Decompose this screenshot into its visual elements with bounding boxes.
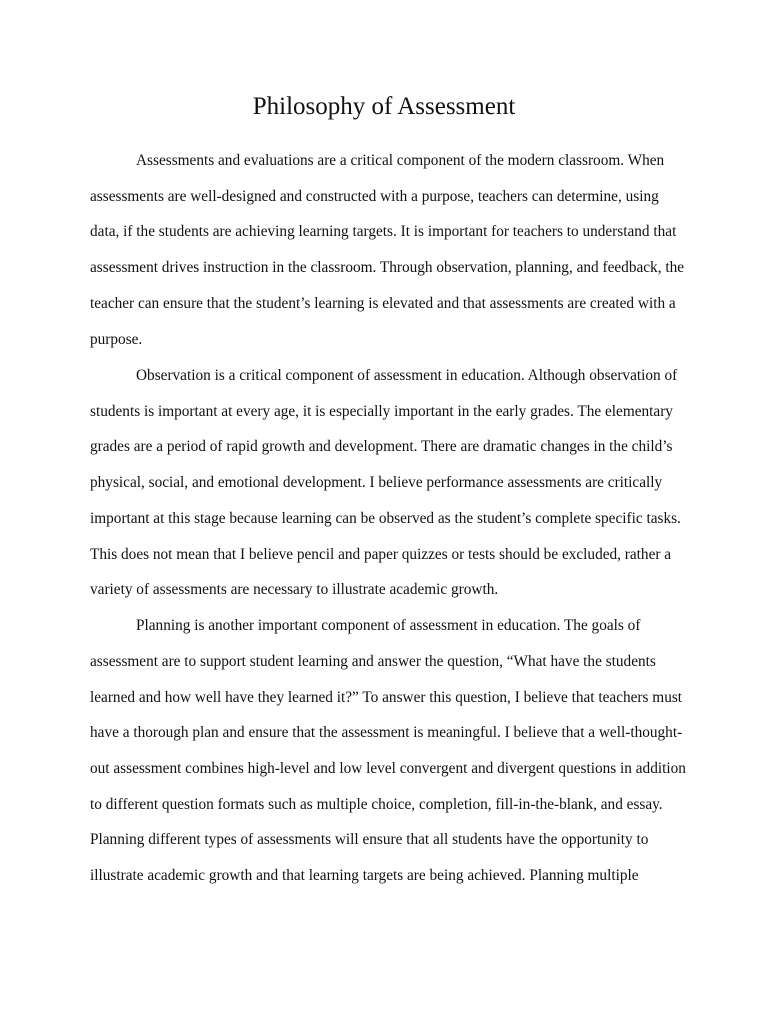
paragraph-1-line-6: purpose. <box>90 331 143 348</box>
paragraph-3-line-3: learned and how well have they learned it?” To answer this question, I believe that teachers must <box>90 689 683 706</box>
paragraph-1-line-2: assessments are well-designed and constructed with a purpose, teachers can determine, using <box>90 188 659 205</box>
paragraph-2-line-2: students is important at every age, it is especially important in the early grades. The elementary <box>90 403 673 420</box>
paragraph-2-line-6: This does not mean that I believe pencil and paper quizzes or tests should be excluded, rather a <box>90 546 672 563</box>
paragraph-2-line-3: grades are a period of rapid growth and development. There are dramatic changes in the child’s <box>90 438 673 455</box>
paragraph-1-line-1: Assessments and evaluations are a critical component of the modern classroom. When <box>136 152 665 169</box>
paragraph-3-line-5: out assessment combines high-level and low level convergent and divergent questions in addition <box>90 760 686 777</box>
paragraph-1-line-3: data, if the students are achieving learning targets. It is important for teachers to understand that <box>90 223 677 240</box>
paragraph-3-line-2: assessment are to support student learning and answer the question, “What have the students <box>90 653 656 670</box>
page-title: Philosophy of Assessment <box>252 93 516 120</box>
paragraph-1-line-5: teacher can ensure that the student’s learning is elevated and that assessments are created with a <box>90 295 676 312</box>
paragraph-3-line-4: have a thorough plan and ensure that the assessment is meaningful. I believe that a well-thought- <box>90 724 683 741</box>
paragraph-2-line-4: physical, social, and emotional development. I believe performance assessments are critically <box>90 474 663 491</box>
paragraph-3-line-7: Planning different types of assessments will ensure that all students have the opportunity to <box>90 831 649 848</box>
paragraph-3-line-1: Planning is another important component of assessment in education. The goals of <box>136 617 641 634</box>
paragraph-2-line-5: important at this stage because learning can be observed as the student’s complete specific tasks. <box>90 510 681 527</box>
paragraph-3-line-8: illustrate academic growth and that learning targets are being achieved. Planning multiple <box>90 867 639 884</box>
paragraph-2-line-1: Observation is a critical component of assessment in education. Although observation of <box>136 367 678 384</box>
paragraph-3-line-6: to different question formats such as multiple choice, completion, fill-in-the-blank, and essay. <box>90 796 663 813</box>
paragraph-2-line-7: variety of assessments are necessary to illustrate academic growth. <box>90 581 499 598</box>
paragraph-1-line-4: assessment drives instruction in the classroom. Through observation, planning, and feedback, the <box>90 259 685 276</box>
